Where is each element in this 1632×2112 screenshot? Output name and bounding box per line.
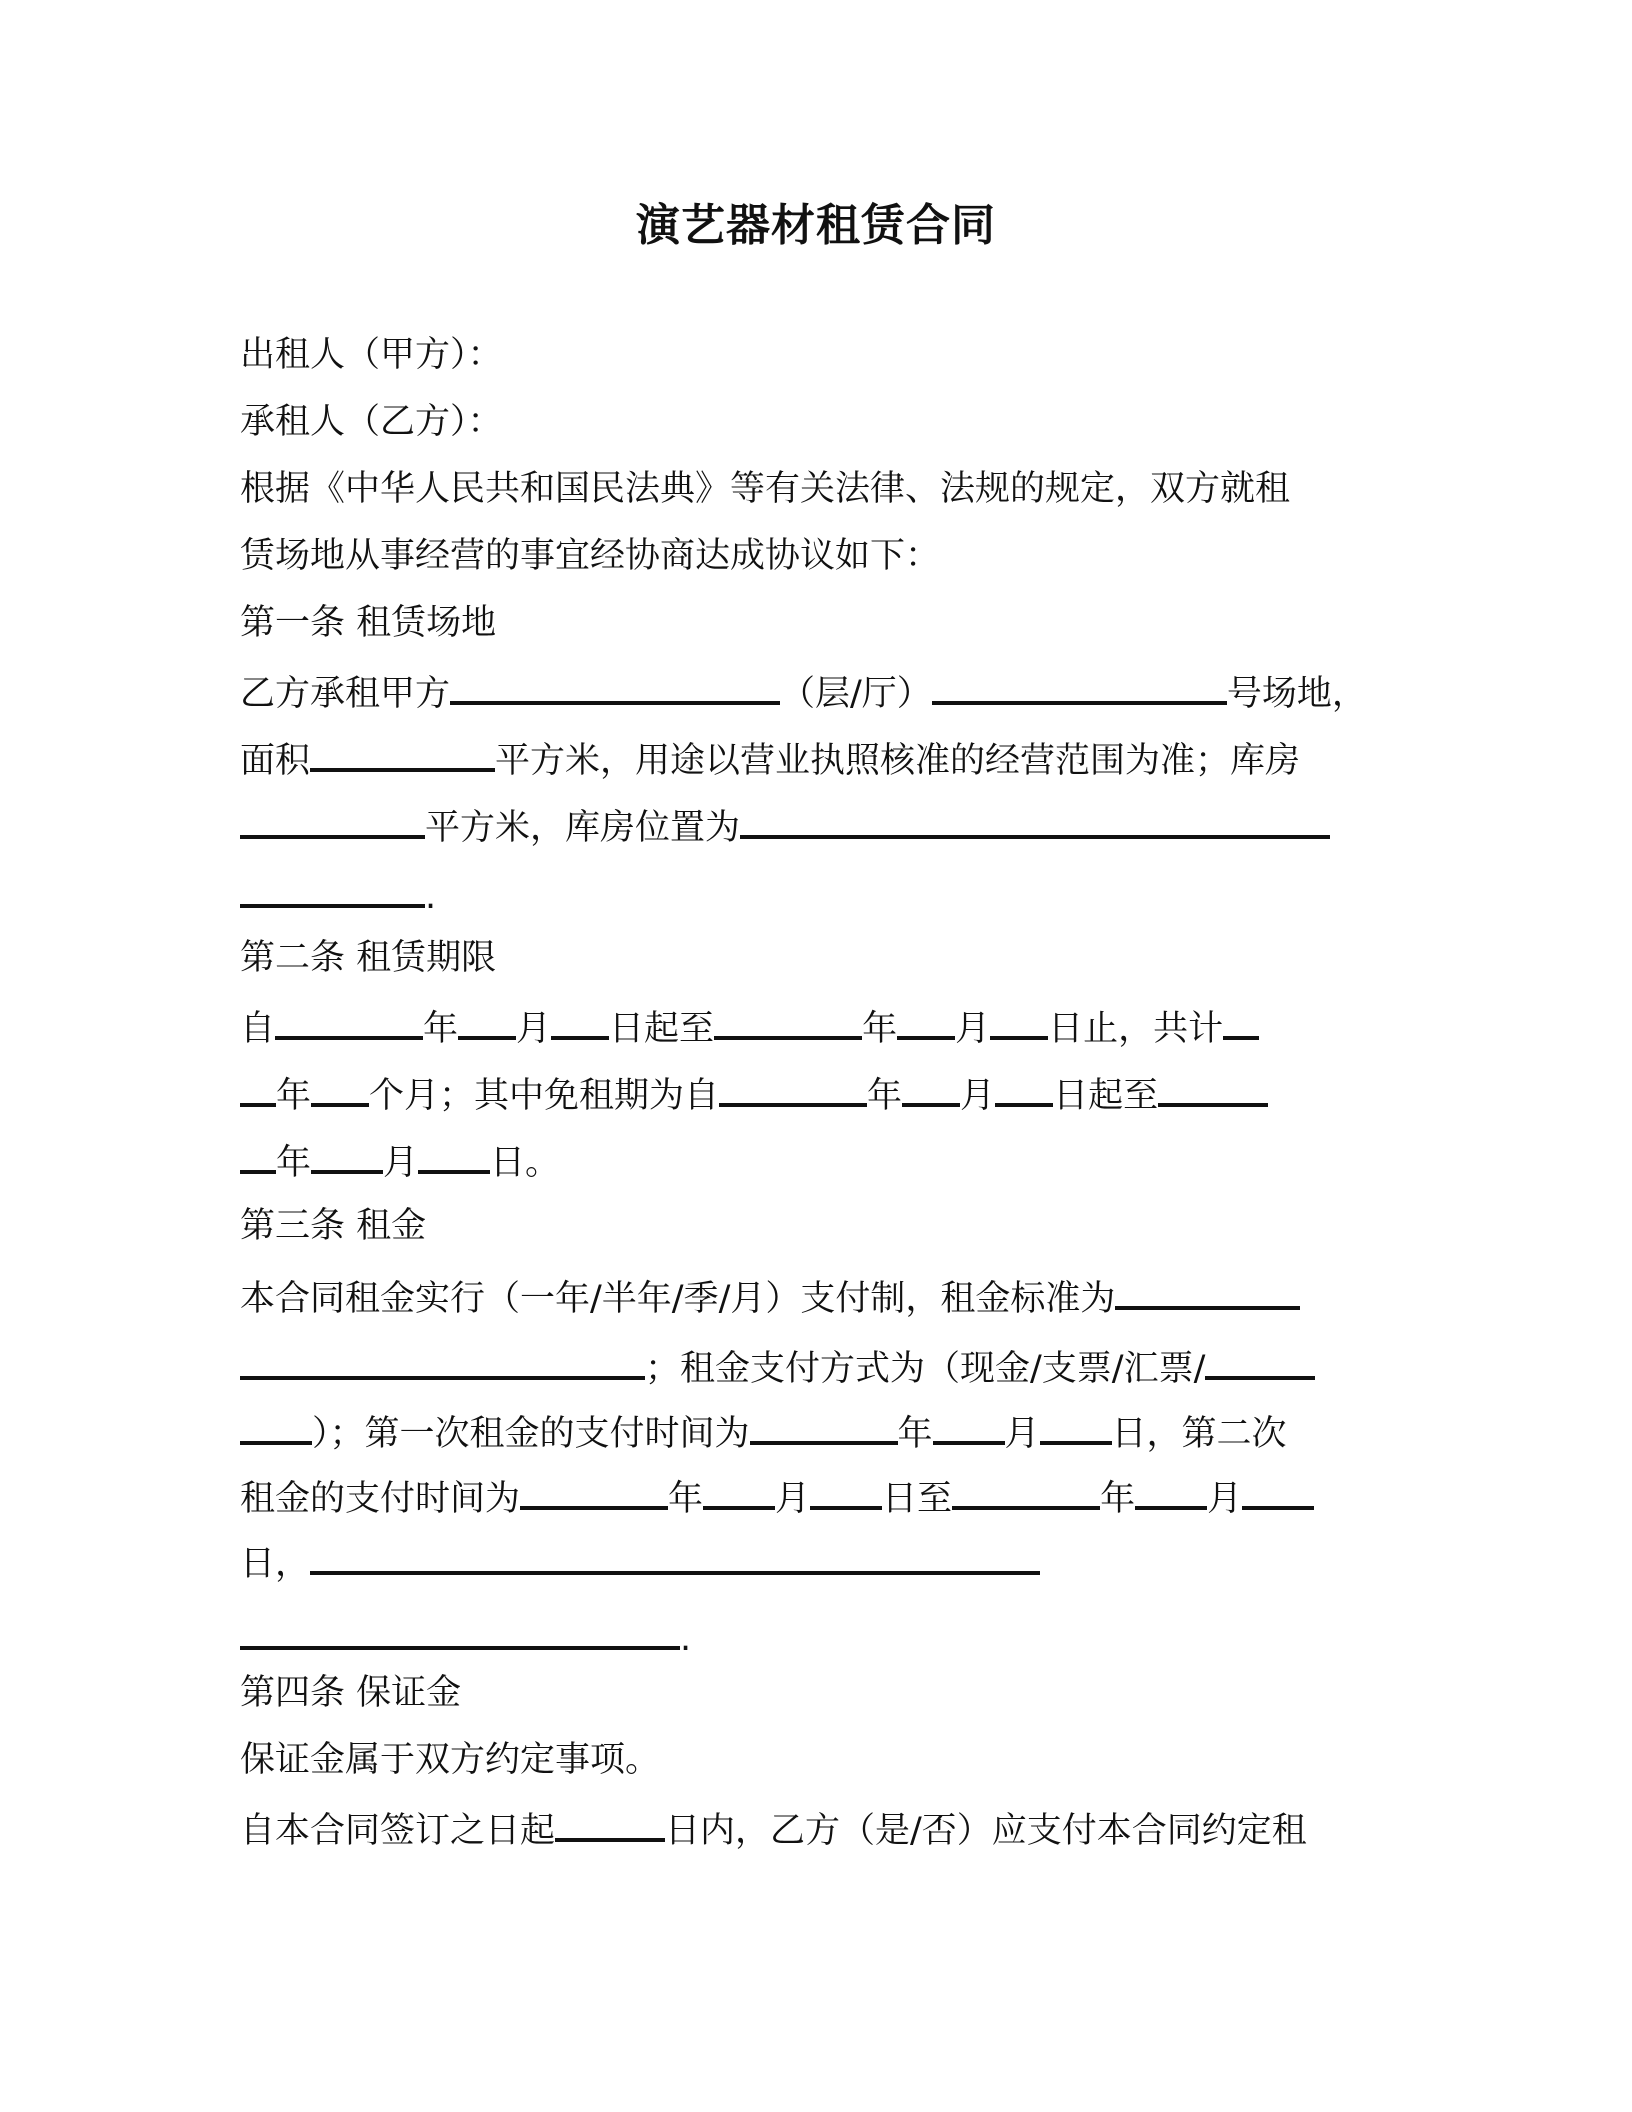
article-4-line-1: 保证金属于双方约定事项。 xyxy=(240,1740,661,1780)
article-3-line-6 xyxy=(240,1610,691,1660)
text-segment: 年 xyxy=(276,1143,312,1183)
text-segment: 租金的支付时间为 xyxy=(240,1479,521,1519)
text-segment: 日起至 xyxy=(1053,1076,1159,1116)
fill-blank-free-end-month[interactable] xyxy=(311,1134,383,1174)
fill-blank-site-number[interactable] xyxy=(932,665,1227,705)
text-segment: 年 xyxy=(1100,1479,1136,1519)
text-segment: 年 xyxy=(423,1009,459,1049)
fill-blank-second-pay-start-month[interactable] xyxy=(703,1470,775,1510)
article-2-line-3 xyxy=(240,1134,560,1184)
fill-blank-payment-notes[interactable] xyxy=(310,1535,1040,1575)
preamble-line-2: 赁场地从事经营的事宜经协商达成协议如下： xyxy=(240,536,941,576)
article-1-line-4 xyxy=(240,868,436,918)
text-segment: 月 xyxy=(1004,1414,1040,1454)
fill-blank-total-years-cont[interactable] xyxy=(240,1067,276,1107)
article-3-line-3 xyxy=(240,1405,1287,1455)
text-segment: 本合同租金实行（一年/半年/季/月）支付制，租金标准为 xyxy=(240,1279,1116,1319)
fill-blank-rent-standard[interactable] xyxy=(1115,1270,1300,1310)
text-segment: 月 xyxy=(1207,1479,1243,1519)
fill-blank-floor[interactable] xyxy=(450,665,780,705)
fill-blank-start-month[interactable] xyxy=(458,1000,516,1040)
text-segment: 自 xyxy=(240,1009,276,1049)
fill-blank-end-day[interactable] xyxy=(990,1000,1048,1040)
fill-blank-rent-standard-cont[interactable] xyxy=(240,1340,645,1380)
text-segment: 日，第二次 xyxy=(1111,1414,1287,1454)
text-segment: （层/厅） xyxy=(780,674,932,714)
article-1-line-2 xyxy=(240,732,1300,782)
fill-blank-storage-location[interactable] xyxy=(740,799,1330,839)
text-segment: 个月；其中免租期为自 xyxy=(369,1076,720,1116)
article-3-line-1 xyxy=(240,1270,1300,1320)
fill-blank-total-months[interactable] xyxy=(311,1067,369,1107)
article-3-line-5 xyxy=(240,1535,1040,1585)
fill-blank-payment-other-cont[interactable] xyxy=(240,1405,312,1445)
fill-blank-deposit-days[interactable] xyxy=(555,1802,665,1842)
page-title: 演艺器材租赁合同 xyxy=(636,200,996,251)
fill-blank-free-start-day[interactable] xyxy=(995,1067,1053,1107)
fill-blank-end-year[interactable] xyxy=(714,1000,862,1040)
article-2-line-2 xyxy=(240,1067,1268,1117)
fill-blank-payment-other[interactable] xyxy=(1205,1340,1315,1380)
article-1-heading: 第一条 租赁场地 xyxy=(240,603,497,643)
preamble-line-1: 根据《中华人民共和国民法典》等有关法律、法规的规定，双方就租 xyxy=(240,469,1291,509)
text-segment: 日。 xyxy=(490,1143,561,1183)
fill-blank-second-pay-start-day[interactable] xyxy=(810,1470,882,1510)
article-4-line-2 xyxy=(240,1802,1307,1852)
fill-blank-storage-area[interactable] xyxy=(240,799,425,839)
text-segment: 月 xyxy=(955,1009,991,1049)
article-3-line-4 xyxy=(240,1470,1314,1520)
text-segment: 月 xyxy=(383,1143,419,1183)
article-2-heading: 第二条 租赁期限 xyxy=(240,938,497,978)
article-3-heading: 第三条 租金 xyxy=(240,1206,427,1246)
text-segment: 日起至 xyxy=(609,1009,715,1049)
text-segment: 号场地， xyxy=(1226,674,1367,714)
text-segment: . xyxy=(425,877,437,917)
fill-blank-end-month[interactable] xyxy=(897,1000,955,1040)
article-3-line-2 xyxy=(240,1340,1315,1390)
text-segment: 平方米，用途以营业执照核准的经营范围为准；库房 xyxy=(495,741,1301,781)
text-segment: 月 xyxy=(960,1076,996,1116)
text-segment: 自本合同签订之日起 xyxy=(240,1811,556,1851)
fill-blank-start-year[interactable] xyxy=(275,1000,423,1040)
fill-blank-free-start-year[interactable] xyxy=(719,1067,867,1107)
lessor-label: 出租人（甲方）： xyxy=(240,335,503,375)
fill-blank-first-pay-month[interactable] xyxy=(933,1405,1005,1445)
fill-blank-storage-location-cont[interactable] xyxy=(240,868,425,908)
text-segment: 乙方承租甲方 xyxy=(240,674,451,714)
text-segment: ；租金支付方式为（现金/支票/汇票/ xyxy=(645,1349,1206,1389)
lessee-label: 承租人（乙方）： xyxy=(240,402,503,442)
text-segment: 日内，乙方（是/否）应支付本合同约定租 xyxy=(665,1811,1307,1851)
text-segment: 面积 xyxy=(240,741,311,781)
fill-blank-second-pay-end-month[interactable] xyxy=(1135,1470,1207,1510)
fill-blank-start-day[interactable] xyxy=(551,1000,609,1040)
fill-blank-free-end-year-cont[interactable] xyxy=(240,1134,276,1174)
fill-blank-total-years[interactable] xyxy=(1223,1000,1259,1040)
text-segment: 年 xyxy=(862,1009,898,1049)
article-1-line-3 xyxy=(240,799,1330,849)
fill-blank-free-start-month[interactable] xyxy=(902,1067,960,1107)
article-2-line-1 xyxy=(240,1000,1259,1050)
text-segment: 月 xyxy=(516,1009,552,1049)
text-segment: 日止，共计 xyxy=(1048,1009,1224,1049)
text-segment: 年 xyxy=(668,1479,704,1519)
text-segment: 年 xyxy=(276,1076,312,1116)
fill-blank-free-end-year[interactable] xyxy=(1158,1067,1268,1107)
text-segment: ）；第一次租金的支付时间为 xyxy=(312,1414,750,1454)
fill-blank-first-pay-day[interactable] xyxy=(1040,1405,1112,1445)
article-1-line-1 xyxy=(240,665,1367,715)
article-4-heading: 第四条 保证金 xyxy=(240,1673,462,1713)
text-segment: 年 xyxy=(897,1414,933,1454)
fill-blank-area[interactable] xyxy=(310,732,495,772)
text-segment: . xyxy=(680,1619,692,1659)
fill-blank-second-pay-start-year[interactable] xyxy=(520,1470,668,1510)
text-segment: 年 xyxy=(867,1076,903,1116)
text-segment: 平方米，库房位置为 xyxy=(425,808,741,848)
fill-blank-payment-notes-cont[interactable] xyxy=(240,1610,680,1650)
text-segment: 日， xyxy=(240,1544,311,1584)
text-segment: 日至 xyxy=(882,1479,953,1519)
fill-blank-first-pay-year[interactable] xyxy=(750,1405,898,1445)
fill-blank-second-pay-end-day[interactable] xyxy=(1242,1470,1314,1510)
fill-blank-second-pay-end-year[interactable] xyxy=(952,1470,1100,1510)
fill-blank-free-end-day[interactable] xyxy=(418,1134,490,1174)
text-segment: 月 xyxy=(775,1479,811,1519)
